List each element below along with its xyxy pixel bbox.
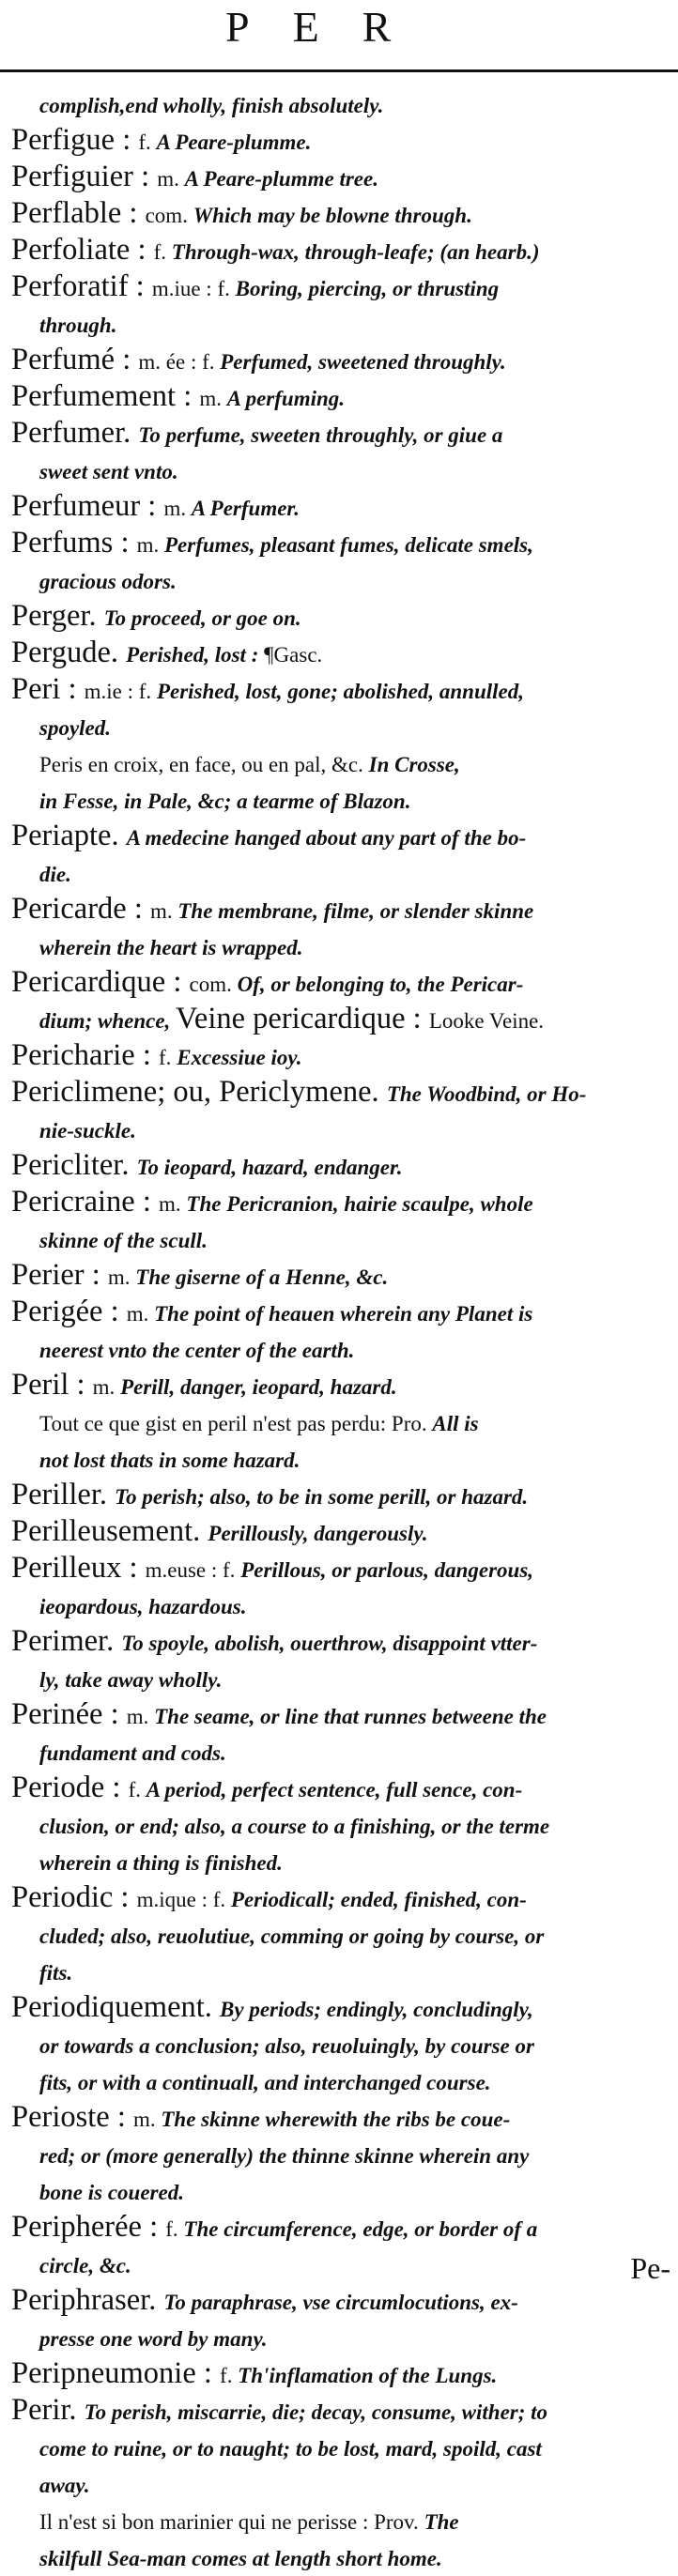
dictionary-entry [11, 965, 673, 1038]
entry-line [11, 196, 673, 233]
headword: Perger. [11, 599, 104, 633]
dictionary-entry [11, 1075, 673, 1148]
grammar-note: m. [199, 387, 227, 410]
entry-line [11, 1514, 673, 1551]
dictionary-entry [11, 599, 673, 636]
definition: A medecine hanged about any part of the bo- [126, 826, 527, 850]
page-header [0, 2, 678, 68]
grammar-note: m. [132, 2108, 162, 2131]
entry-line [11, 2539, 673, 2576]
definition: Excessiue ioy. [177, 1046, 302, 1069]
entry-line [11, 1697, 673, 1734]
definition: To paraphrase, vse circumlocutions, ex- [163, 2291, 518, 2314]
entry-line [11, 1624, 673, 1661]
definition: The giserne of a Henne, &c. [135, 1265, 389, 1289]
grammar-note: m. [157, 167, 185, 191]
headword: Pericharie : [11, 1038, 160, 1072]
definition: Perillously, dangerously. [208, 1522, 428, 1545]
entry-line [11, 745, 673, 782]
entry-line [11, 1404, 673, 1441]
dictionary-entry [11, 1697, 673, 1771]
entry-line [11, 1038, 673, 1075]
grammar-note: Il n'est si bon marinier qui ne perisse : Prov. [39, 2510, 424, 2534]
headword: Perigée : [11, 1295, 127, 1328]
entry-line [11, 819, 673, 855]
definition: To proceed, or goe on. [103, 606, 301, 630]
grammar-note: m. [159, 1192, 187, 1216]
definition: presse one word by many. [39, 2327, 268, 2351]
headword: Perflable : [11, 196, 146, 230]
definition: All is [432, 1412, 479, 1435]
entry-line [11, 526, 673, 562]
entry-line [11, 379, 673, 416]
dictionary-entry [11, 1404, 673, 1478]
definition: gracious odors. [39, 570, 177, 593]
entry-line [11, 1002, 673, 1038]
dictionary-entry [11, 745, 673, 819]
definition: Which may be blowne through. [193, 204, 472, 227]
definition: neerest vnto the center of the earth. [39, 1339, 355, 1362]
entry-line [11, 1221, 673, 1258]
entry-line [11, 123, 673, 160]
dictionary-entry [11, 892, 673, 965]
grammar-note: Tout ce que gist en peril n'est pas perdu: Pro. [39, 1412, 433, 1435]
entry-line [11, 636, 673, 672]
definition: The Woodbind, or Ho- [386, 1082, 587, 1106]
dictionary-entry [11, 2393, 673, 2503]
entry-line [11, 2393, 673, 2430]
entry-line [11, 2356, 673, 2393]
grammar-note: m. [126, 1705, 155, 1728]
headword: Periphraser. [11, 2283, 164, 2317]
entry-line [11, 2100, 673, 2137]
entry-line [11, 1551, 673, 1587]
definition: dium; whence, [39, 1009, 177, 1033]
headword: Peripneumonie : [11, 2356, 221, 2390]
headword: Perinée : [11, 1697, 127, 1731]
entry-line [11, 672, 673, 709]
entry-line [11, 2246, 673, 2283]
headword: Perfumement : [11, 379, 200, 413]
grammar-note: m. [92, 1375, 121, 1399]
entry-line [11, 1368, 673, 1404]
grammar-note: f. [220, 2364, 239, 2387]
definition: The point of heauen wherein any Planet is [154, 1302, 533, 1326]
dictionary-entry [11, 2356, 673, 2393]
dictionary-entry [11, 1295, 673, 1368]
definition: spoyled. [39, 716, 112, 740]
dictionary-entry [11, 160, 673, 196]
headword: Perfumeur : [11, 489, 164, 523]
headword: Periller. [11, 1478, 116, 1511]
grammar-note: m.ie : f. [84, 680, 157, 703]
entry-line [11, 233, 673, 269]
headword: Perforatif : [11, 269, 152, 303]
definition: Perished, lost : [126, 643, 265, 667]
definition: die. [39, 863, 71, 886]
entry-line [11, 2063, 673, 2100]
definition: skinne of the scull. [39, 1229, 208, 1252]
definition: In Crosse, [368, 753, 460, 776]
dictionary-entry [11, 1880, 673, 1990]
definition: come to ruine, or to naught; to be lost, mard, spoild, cast [39, 2437, 542, 2461]
definition: To ieopard, hazard, endanger. [136, 1156, 403, 1179]
definition: Perished, lost, gone; abolished, annulled, [156, 680, 524, 703]
headword: Periodic : [11, 1880, 137, 1914]
dictionary-entry [11, 1185, 673, 1258]
entry-line [11, 782, 673, 819]
headword: Peri : [11, 672, 85, 706]
headword: Periclimene; ou, Periclymene. [11, 1075, 387, 1109]
grammar-note: f. [128, 1778, 146, 1802]
dictionary-entry [11, 416, 673, 489]
definition: The seame, or line that runnes betweene the [154, 1705, 547, 1728]
definition: A Peare-plumme. [156, 130, 312, 154]
grammar-note: f. [138, 130, 157, 154]
grammar-note: f. [159, 1046, 177, 1069]
dictionary-entry [11, 379, 673, 416]
headword: Peril : [11, 1368, 93, 1402]
catchword: Pe- [630, 2251, 670, 2285]
entry-line [11, 1331, 673, 1368]
entry-line [11, 2320, 673, 2356]
headword: Periapte. [11, 819, 127, 852]
entry-line [11, 1441, 673, 1478]
running-head: PER [225, 3, 435, 51]
dictionary-entry [11, 1771, 673, 1880]
entry-line [11, 2027, 673, 2063]
definition: fits. [39, 1961, 73, 1985]
definition: cluded; also, reuolutiue, comming or going by course, or [39, 1924, 545, 1948]
dictionary-entry [11, 819, 673, 892]
header-rule [0, 69, 678, 72]
grammar-note: m.iue : f. [151, 277, 236, 300]
entry-line [11, 1844, 673, 1880]
entry-line [11, 269, 673, 306]
entry-line [11, 892, 673, 928]
definition: Of, or belonging to, the Pericar- [237, 973, 524, 996]
entry-line [11, 855, 673, 892]
headword: Perfoliate : [11, 233, 154, 267]
definition: Through-wax, through-leafe; (an hearb.) [171, 240, 540, 264]
definition: To perfume, sweeten throughly, or giue a [138, 423, 503, 447]
headword: Perimer. [11, 1624, 122, 1658]
definition: fundament and cods. [39, 1741, 226, 1765]
headword: Periode : [11, 1771, 129, 1804]
dictionary-entry [11, 196, 673, 233]
headword: Pericarde : [11, 892, 150, 926]
dictionary-entry [11, 86, 673, 123]
headword: Pergude. [11, 636, 127, 669]
dictionary-entry [11, 343, 673, 379]
headword: Perfumé : [11, 343, 139, 376]
grammar-note: m. [136, 533, 164, 557]
entry-line [11, 965, 673, 1002]
dictionary-entry [11, 1990, 673, 2100]
definition: Perill, danger, ieopard, hazard. [120, 1375, 397, 1399]
grammar-note: m. [149, 899, 178, 923]
entry-line [11, 599, 673, 636]
grammar-note: f. [153, 240, 172, 264]
definition: sweet sent vnto. [39, 460, 178, 483]
dictionary-entry [11, 489, 673, 526]
entry-line [11, 1807, 673, 1844]
dictionary-entry [11, 1038, 673, 1075]
definition: in Fesse, in Pale, &c; a tearme of Blazon. [39, 790, 411, 813]
entry-line [11, 1734, 673, 1771]
headword: Perfiguier : [11, 160, 158, 193]
entry-line [11, 416, 673, 452]
entry-line [11, 343, 673, 379]
definition: fits, or with a continuall, and interchanged course. [39, 2071, 491, 2094]
entry-line [11, 1258, 673, 1295]
headword: Pericardique : [11, 965, 190, 999]
definition: ieopardous, hazardous. [39, 1595, 247, 1618]
grammar-note: m.ique : f. [136, 1888, 231, 1911]
definition: A Perfumer. [191, 497, 300, 520]
definition: away. [39, 2474, 90, 2497]
definition: through. [39, 314, 117, 337]
dictionary-entry [11, 1148, 673, 1185]
headword: Perir. [11, 2393, 85, 2427]
entry-line [11, 489, 673, 526]
entry-line [11, 2173, 673, 2210]
definition: Perfumes, pleasant fumes, delicate smels, [164, 533, 533, 557]
entry-line [11, 562, 673, 599]
dictionary-entry [11, 1478, 673, 1514]
definition: To spoyle, abolish, ouerthrow, disappoint vtter- [121, 1632, 538, 1655]
dictionary-entry [11, 526, 673, 599]
entry-line [11, 160, 673, 196]
definition: skilfull Sea-man comes at length short home. [39, 2547, 442, 2570]
headword: Perfigue : [11, 123, 139, 157]
dictionary-entry [11, 123, 673, 160]
definition: not lost thats in some hazard. [39, 1449, 300, 1472]
headword: Perfumer. [11, 416, 139, 450]
definition: complish,end wholly, finish absolutely. [39, 94, 384, 117]
definition: Perfumed, sweetened throughly. [220, 350, 506, 374]
dictionary-entry [11, 1624, 673, 1697]
definition: The [424, 2510, 459, 2534]
entry-line [11, 1771, 673, 1807]
entry-line [11, 1661, 673, 1697]
entry-line [11, 2503, 673, 2539]
headword: Pericliter. [11, 1148, 137, 1182]
grammar-note: Peris en croix, en face, ou en pal, &c. [39, 753, 369, 776]
entry-line [11, 1295, 673, 1331]
grammar-note: f. [165, 2217, 184, 2241]
entry-line [11, 1954, 673, 1990]
entry-line [11, 1917, 673, 1954]
definition: clusion, or end; also, a course to a finishing, or the terme [39, 1815, 550, 1838]
definition: Th'inflamation of the Lungs. [238, 2364, 498, 2387]
headword: Periodiquement. [11, 1990, 221, 2024]
definition: The skinne wherewith the ribs be coue- [161, 2108, 511, 2131]
grammar-note: m.euse : f. [145, 1558, 241, 1582]
entry-line [11, 1990, 673, 2027]
headword: Perilleux : [11, 1551, 146, 1585]
headword: Perilleusement. [11, 1514, 208, 1548]
definition: By periods; endingly, concludingly, [220, 1998, 533, 2021]
headword: Perioste : [11, 2100, 133, 2134]
definition: The Pericranion, hairie scaulpe, whole [186, 1192, 533, 1216]
entry-line [11, 2466, 673, 2503]
definition: Periodicall; ended, finished, con- [230, 1888, 527, 1911]
entry-line [11, 1587, 673, 1624]
dictionary-entry [11, 2283, 673, 2356]
dictionary-entry [11, 636, 673, 672]
definition: wherein a thing is finished. [39, 1851, 283, 1875]
grammar-note: ¶Gasc. [264, 643, 323, 667]
dictionary-entry [11, 2210, 673, 2283]
dictionary-entry [11, 672, 673, 745]
definition: bone is couered. [39, 2181, 184, 2204]
dictionary-entry [11, 2100, 673, 2210]
dictionary-entry [11, 1551, 673, 1624]
entry-line [11, 1185, 673, 1221]
entry-line [11, 2430, 673, 2466]
entry-line [11, 1112, 673, 1148]
definition: A perfuming. [226, 387, 346, 410]
entry-line [11, 1148, 673, 1185]
entry-line [11, 1075, 673, 1112]
definition: nie-suckle. [39, 1119, 136, 1142]
dictionary-entry [11, 269, 673, 343]
entry-line [11, 709, 673, 745]
grammar-note: m. [126, 1302, 155, 1326]
entry-line [11, 86, 673, 123]
entry-line [11, 1478, 673, 1514]
entry-line [11, 2137, 673, 2173]
definition: ly, take away wholly. [39, 1668, 223, 1692]
grammar-note: m. [163, 497, 192, 520]
grammar-note: com. [189, 973, 238, 996]
headword: Pericraine : [11, 1185, 160, 1219]
definition: To perish, miscarrie, die; decay, consume, wither; to [84, 2400, 548, 2424]
headword: Peripherée : [11, 2210, 166, 2244]
entry-line [11, 452, 673, 489]
dictionary-entry [11, 1258, 673, 1295]
entry-line [11, 2210, 673, 2246]
grammar-note: m. ée : f. [138, 350, 221, 374]
entry-line [11, 1880, 673, 1917]
dictionary-entry [11, 1368, 673, 1404]
definition: Perillous, or parlous, dangerous, [240, 1558, 534, 1582]
definition: red; or (more generally) the thinne skinne wherein any [39, 2144, 530, 2168]
definition: wherein the heart is wrapped. [39, 936, 303, 959]
definition: To perish; also, to be in some perill, or hazard. [115, 1485, 529, 1509]
headword: Veine pericardique : [176, 1002, 429, 1035]
definition: circle, &c. [39, 2254, 131, 2277]
definition: or towards a conclusion; also, reuoluingly, by course or [39, 2034, 534, 2058]
entry-line [11, 928, 673, 965]
entry-line [11, 306, 673, 343]
headword: Perier : [11, 1258, 108, 1292]
headword: Perfums : [11, 526, 137, 560]
grammar-note: Looke Veine. [428, 1009, 545, 1033]
definition: The circumference, edge, or border of a [183, 2217, 538, 2241]
definition: A Peare-plumme tree. [184, 167, 378, 191]
grammar-note: m. [107, 1265, 136, 1289]
entry-line [11, 2283, 673, 2320]
grammar-note: com. [145, 204, 193, 227]
dictionary-entry [11, 233, 673, 269]
definition: Boring, piercing, or thrusting [235, 277, 500, 300]
dictionary-entry [11, 2503, 673, 2576]
entry-list [11, 86, 673, 2576]
definition: The membrane, filme, or slender skinne [177, 899, 534, 923]
dictionary-entry [11, 1514, 673, 1551]
definition: A period, perfect sentence, full sence, con- [146, 1778, 523, 1802]
